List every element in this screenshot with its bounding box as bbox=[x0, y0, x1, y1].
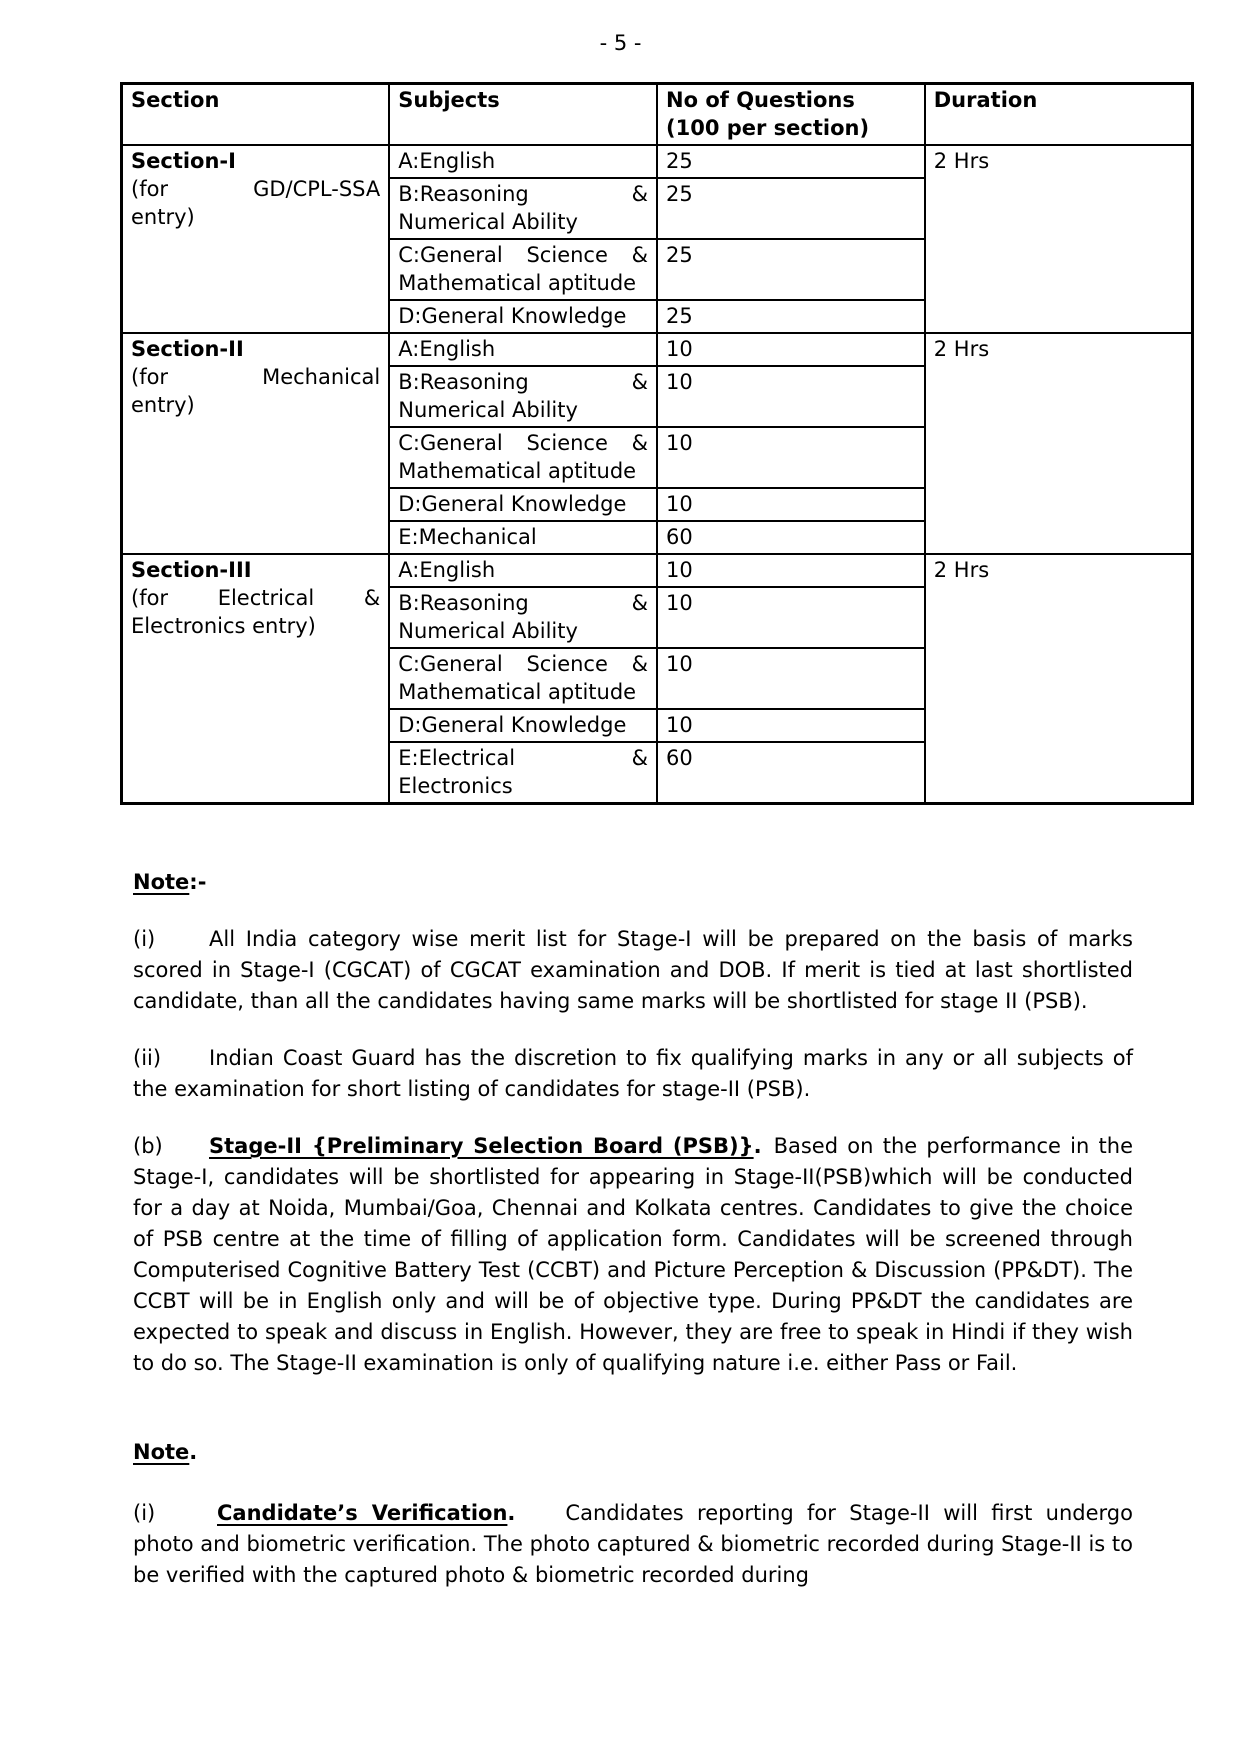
questions-cell: 10 bbox=[657, 333, 925, 366]
section-entry-line: entry) bbox=[131, 393, 195, 417]
section-entry-line: (for Electrical & bbox=[131, 586, 381, 610]
list-marker: (ii) bbox=[133, 1046, 162, 1070]
section-cell bbox=[122, 333, 390, 554]
subject-cell bbox=[389, 488, 657, 521]
stage-ii-heading: Stage-II {Preliminary Selection Board (PSB)} bbox=[209, 1134, 754, 1158]
paragraph-candidates-verification bbox=[133, 1498, 1133, 1591]
subject-line: C:General Science & bbox=[398, 652, 648, 676]
subject-line: A:English bbox=[398, 337, 496, 361]
section-name: Section-II bbox=[131, 337, 244, 361]
col-header-questions bbox=[657, 84, 925, 146]
table-row bbox=[122, 145, 1193, 178]
subject-line: Numerical Ability bbox=[398, 210, 578, 234]
paragraph-text: All India category wise merit list for Stage-I will be prepared on the basis of marks scored in Stage-I (CGCAT) of CGCAT examination and DOB. If merit is tied at last shortlisted candidate, than all the candidates having same marks will be shortlisted for stage II (PSB). bbox=[133, 927, 1133, 1013]
duration-cell: 2 Hrs bbox=[925, 145, 1193, 333]
questions-cell: 60 bbox=[657, 521, 925, 554]
note-heading-suffix: . bbox=[189, 1440, 198, 1464]
section-cell bbox=[122, 554, 390, 804]
note-heading-suffix: :- bbox=[189, 870, 207, 894]
duration-cell: 2 Hrs bbox=[925, 554, 1193, 804]
subject-cell bbox=[389, 366, 657, 427]
subject-line: D:General Knowledge bbox=[398, 304, 627, 328]
questions-cell: 10 bbox=[657, 488, 925, 521]
subject-line: A:English bbox=[398, 149, 496, 173]
paragraph-note-ii bbox=[133, 1043, 1133, 1105]
questions-cell: 25 bbox=[657, 239, 925, 300]
subject-cell bbox=[389, 648, 657, 709]
questions-cell: 10 bbox=[657, 427, 925, 488]
subject-line: D:General Knowledge bbox=[398, 713, 627, 737]
subject-cell bbox=[389, 554, 657, 587]
section-entry-line: Electronics entry) bbox=[131, 614, 316, 638]
subject-line: C:General Science & bbox=[398, 243, 648, 267]
section-entry-line: entry) bbox=[131, 205, 195, 229]
questions-cell: 10 bbox=[657, 554, 925, 587]
questions-cell: 25 bbox=[657, 178, 925, 239]
section-cell bbox=[122, 145, 390, 333]
questions-cell: 25 bbox=[657, 145, 925, 178]
subject-cell bbox=[389, 333, 657, 366]
stage-ii-heading-suffix: . bbox=[753, 1134, 762, 1158]
subject-line: Electronics bbox=[398, 774, 513, 798]
paragraph-text: Based on the performance in the Stage-I, candidates will be shortlisted for appearing in Stage-II(PSB)which will be conducted for a day at Noida, Mumbai/Goa, Chennai and Kolkata centres. Candidates to give the choice of PSB centre at the time of filling of application form. Candidates will be screened through Computerised Cognitive Battery Test (CCBT) and Picture Perception & Discussion (PP&DT). The CCBT will be in English only and will be of objective type. During PP&DT the candidates are expected to speak and discuss in English. However, they are free to speak in Hindi if they wish to do so. The Stage-II examination is only of qualifying nature i.e. either Pass or Fail. bbox=[133, 1134, 1134, 1375]
paragraph-note-i bbox=[133, 924, 1133, 1017]
note-heading-label: Note bbox=[133, 870, 190, 894]
subject-cell bbox=[389, 521, 657, 554]
subject-line: E:Electrical & bbox=[398, 746, 648, 770]
subject-line: Numerical Ability bbox=[398, 619, 578, 643]
subject-line: B:Reasoning & bbox=[398, 182, 648, 206]
paragraph-text: Candidates reporting for Stage-II will first undergo photo and biometric verification. The photo captured & biometric recorded during Stage-II is to be verified with the captured photo & biometric recorded during bbox=[133, 1501, 1133, 1587]
table-row bbox=[122, 554, 1193, 587]
col-header-subjects: Subjects bbox=[389, 84, 657, 146]
page-number: - 5 - bbox=[599, 31, 642, 55]
subject-line: Numerical Ability bbox=[398, 398, 578, 422]
notes-text-block bbox=[133, 867, 1133, 1591]
list-marker: (b) bbox=[133, 1134, 163, 1158]
subject-cell bbox=[389, 178, 657, 239]
note-heading-label: Note bbox=[133, 1440, 190, 1464]
section-name: Section-III bbox=[131, 558, 252, 582]
subject-line: D:General Knowledge bbox=[398, 492, 627, 516]
table-header-row bbox=[122, 84, 1193, 146]
questions-cell: 60 bbox=[657, 742, 925, 804]
section-entry-line: (for GD/CPL-SSA bbox=[131, 177, 381, 201]
subject-line: C:General Science & bbox=[398, 431, 648, 455]
subject-cell bbox=[389, 427, 657, 488]
paragraph-stage-ii bbox=[133, 1131, 1133, 1379]
subject-line: E:Mechanical bbox=[398, 525, 537, 549]
subject-cell bbox=[389, 300, 657, 333]
questions-cell: 10 bbox=[657, 709, 925, 742]
questions-cell: 10 bbox=[657, 366, 925, 427]
subject-line: Mathematical aptitude bbox=[398, 459, 637, 483]
candidates-verification-heading: Candidate’s Verification bbox=[217, 1501, 508, 1525]
subject-line: A:English bbox=[398, 558, 496, 582]
questions-cell: 25 bbox=[657, 300, 925, 333]
subject-cell bbox=[389, 239, 657, 300]
subject-line: Mathematical aptitude bbox=[398, 271, 637, 295]
list-marker: (i) bbox=[133, 1501, 156, 1525]
subject-cell bbox=[389, 587, 657, 648]
col-header-duration: Duration bbox=[925, 84, 1193, 146]
paragraph-text: Indian Coast Guard has the discretion to fix qualifying marks in any or all subjects of the examination for short listing of candidates for stage-II (PSB). bbox=[133, 1046, 1133, 1101]
table-row bbox=[122, 333, 1193, 366]
section-name: Section-I bbox=[131, 149, 236, 173]
subject-cell bbox=[389, 742, 657, 804]
section-entry-line: (for Mechanical bbox=[131, 365, 381, 389]
duration-cell: 2 Hrs bbox=[925, 333, 1193, 554]
questions-cell: 10 bbox=[657, 587, 925, 648]
col-header-questions-line2: (100 per section) bbox=[666, 116, 870, 140]
col-header-questions-line1: No of Questions bbox=[666, 88, 855, 112]
subject-line: B:Reasoning & bbox=[398, 370, 648, 394]
note-heading bbox=[133, 867, 1133, 898]
subject-cell bbox=[389, 709, 657, 742]
note-heading-2 bbox=[133, 1437, 1133, 1468]
candidates-verification-heading-suffix: . bbox=[507, 1501, 516, 1525]
questions-cell: 10 bbox=[657, 648, 925, 709]
list-marker: (i) bbox=[133, 927, 156, 951]
subject-line: B:Reasoning & bbox=[398, 591, 648, 615]
subject-cell bbox=[389, 145, 657, 178]
subject-line: Mathematical aptitude bbox=[398, 680, 637, 704]
exam-structure-table bbox=[120, 82, 1194, 805]
col-header-section: Section bbox=[122, 84, 390, 146]
